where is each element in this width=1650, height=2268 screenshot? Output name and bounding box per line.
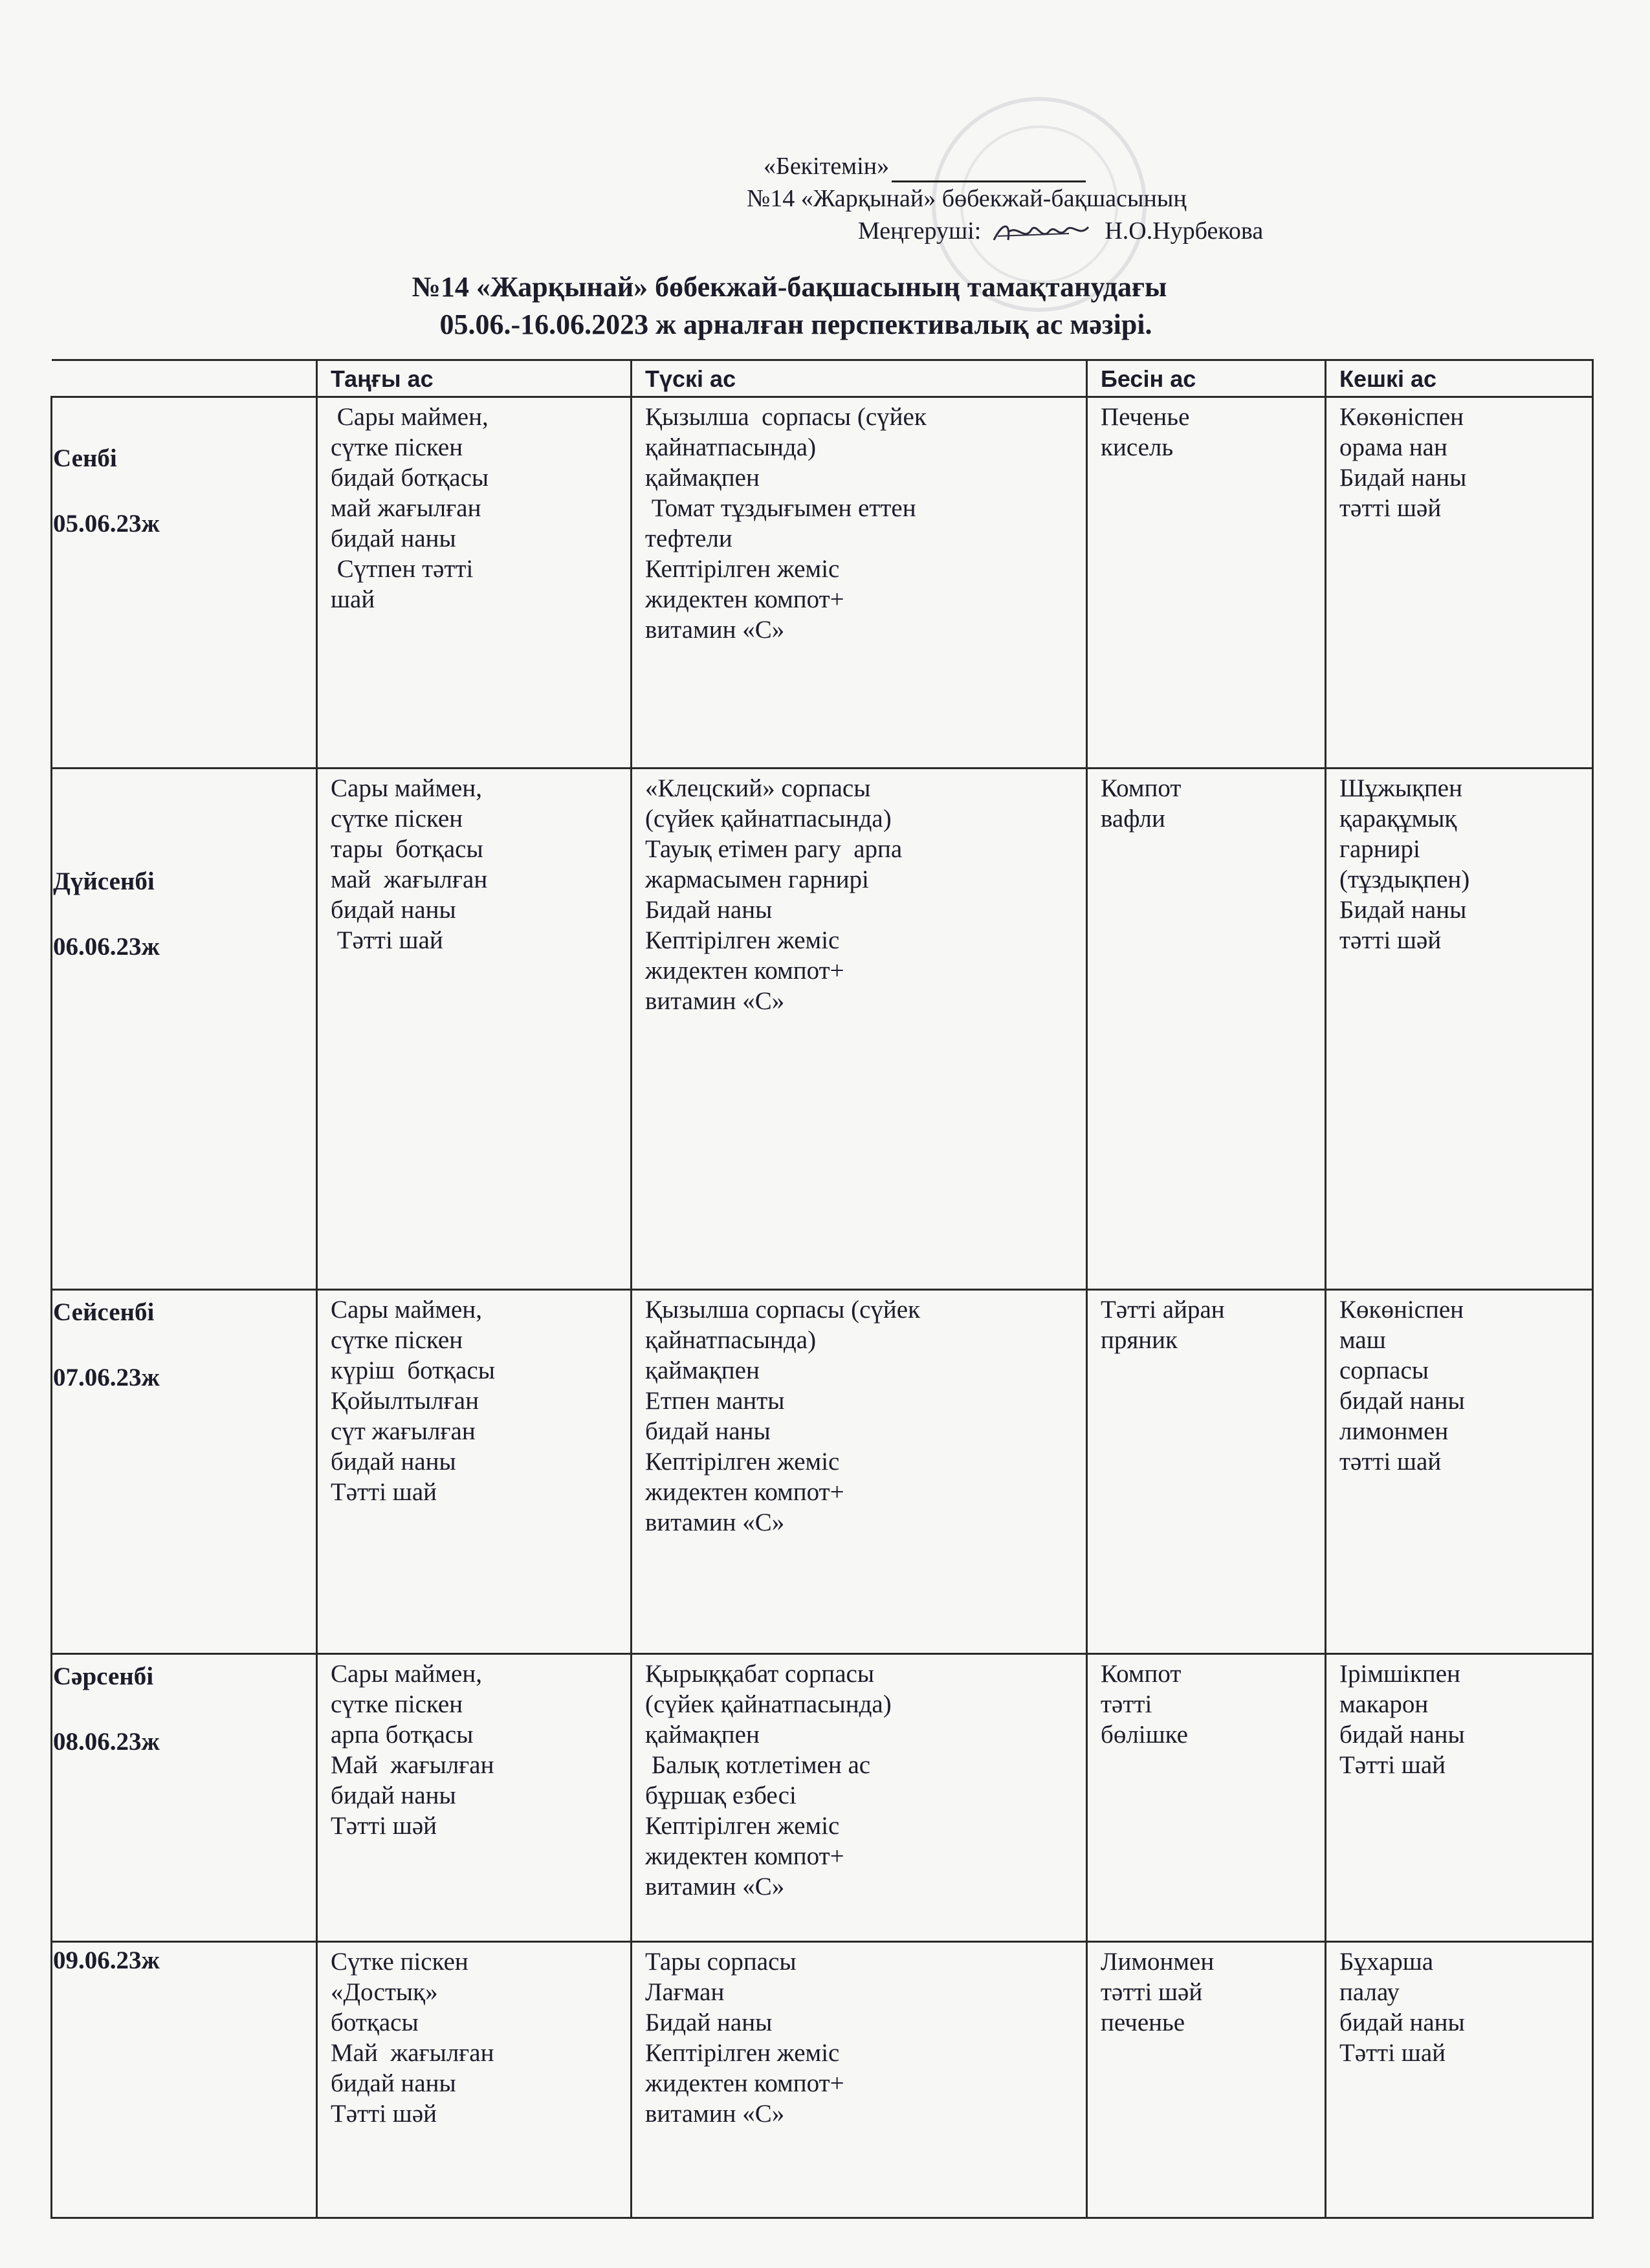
dinner-text: Бұхарша палау бидай наны Тәтті шай [1339, 1948, 1465, 2067]
header-day [52, 360, 317, 397]
day-cell [52, 1654, 317, 1942]
header-dinner: Кешкі ас [1326, 360, 1593, 397]
day-cell [52, 1942, 317, 2218]
lunch-text: Қызылша сорпасы (сүйек қайнатпасында) қаймақпен Етпен манты бидай наны Кептірілген жеміс жидектен компот+ витамин «С» [645, 1296, 921, 1536]
snack-text: Компот тәтті бөлішке [1101, 1660, 1188, 1749]
dinner-cell [1326, 769, 1593, 1290]
day-cell [52, 1290, 317, 1654]
snack-cell [1087, 397, 1326, 769]
approval-line-1 [744, 150, 1391, 182]
day-name: Сәрсенбі [53, 1663, 154, 1690]
day-cell [52, 397, 317, 769]
header-snack: Бесін ас [1087, 360, 1326, 397]
lunch-text: Тары сорпасы Лағман Бидай наны Кептірілген жеміс жидектен компот+ витамин «С» [645, 1948, 844, 2128]
approval-line-3 [744, 215, 1391, 248]
table-header-row [52, 360, 1593, 397]
handwritten-signature [991, 218, 1095, 248]
snack-cell [1087, 1942, 1326, 2218]
approval-label: «Бекітемін» [764, 153, 890, 180]
approval-name: Н.О.Нурбекова [1105, 217, 1264, 245]
menu-table [50, 359, 1594, 2219]
breakfast-text: Сүтке піскен «Достық» ботқасы Май жағылған бидай наны Тәтті шәй [331, 1948, 494, 2128]
dinner-text: Ірімшікпен макарон бидай наны Тәтті шай [1339, 1660, 1465, 1779]
snack-text: Лимонмен тәтті шәй печенье [1101, 1948, 1215, 2036]
breakfast-text: Сары маймен, сүтке піскен бидай ботқасы май жағылған бидай наны Сүтпен тәтті шай [331, 403, 489, 613]
table-row [52, 1942, 1593, 2218]
day-cell [52, 769, 317, 1290]
lunch-text: Қызылша сорпасы (сүйек қайнатпасында) қаймақпен Томат тұздығымен еттен тефтели Кептірілген жеміс жидектен компот+ витамин «С» [645, 403, 927, 644]
approval-underline [892, 158, 1086, 182]
page-title [0, 268, 1618, 343]
approval-org: №14 «Жарқынай» бөбекжай-бақшасының [747, 185, 1187, 212]
breakfast-cell [317, 1942, 632, 2218]
breakfast-text: Сары маймен, сүтке піскен тары ботқасы май жағылған бидай наны Тәтті шай [331, 774, 488, 954]
snack-text: Тәтті айран пряник [1101, 1296, 1225, 1354]
snack-cell [1087, 1654, 1326, 1942]
title-line-1: №14 «Жарқынай» бөбекжай-бақшасының тамақтанудағы [412, 271, 1167, 303]
breakfast-text: Сары маймен, сүтке піскен арпа ботқасы Май жағылған бидай наны Тәтті шәй [331, 1660, 494, 1840]
snack-text: Печенье кисель [1101, 403, 1190, 461]
lunch-text: Қырыққабат сорпасы (сүйек қайнатпасында) қаймақпен Балық котлетімен ас бұршақ езбесі Кептірілген жеміс жидектен компот+ витамин «С» [645, 1660, 892, 1901]
dinner-cell [1326, 397, 1593, 769]
day-date: 05.06.23ж [53, 510, 160, 538]
day-name: Сенбі [53, 444, 117, 472]
lunch-cell [632, 1942, 1087, 2218]
lunch-cell [632, 397, 1087, 769]
day-name: Дүйсенбі [53, 867, 155, 895]
day-date: 06.06.23ж [53, 933, 160, 961]
day-date: 09.06.23ж [53, 1946, 160, 1974]
dinner-cell [1326, 1654, 1593, 1942]
day-date: 07.06.23ж [53, 1364, 160, 1391]
dinner-text: Көкөніспен маш сорпасы бидай наны лимонмен тәтті шай [1339, 1296, 1465, 1476]
approval-block [744, 150, 1391, 248]
snack-cell [1087, 769, 1326, 1290]
lunch-cell [632, 1654, 1087, 1942]
snack-cell [1087, 1290, 1326, 1654]
dinner-text: Шұжықпен қарақұмық гарнирі (тұздықпен) Бидай наны тәтті шәй [1339, 774, 1470, 954]
breakfast-cell [317, 1654, 632, 1942]
title-line-2: 05.06.-16.06.2023 ж арналған перспективалық ас мәзірі. [439, 309, 1152, 340]
lunch-text: «Клецский» сорпасы (сүйек қайнатпасында) Тауық етімен рагу арпа жармасымен гарнирі Бидай наны Кептірілген жеміс жидектен компот+ витамин «С» [645, 774, 903, 1015]
table-row [52, 1290, 1593, 1654]
header-lunch: Түскі ас [632, 360, 1087, 397]
lunch-cell [632, 1290, 1087, 1654]
breakfast-cell [317, 397, 632, 769]
breakfast-cell [317, 1290, 632, 1654]
lunch-cell [632, 769, 1087, 1290]
table-row [52, 1654, 1593, 1942]
day-date: 08.06.23ж [53, 1728, 160, 1756]
day-name: Сейсенбі [53, 1298, 155, 1326]
dinner-cell [1326, 1290, 1593, 1654]
approval-position: Меңгеруші: [858, 217, 982, 245]
dinner-text: Көкөніспен орама нан Бидай наны тәтті шәй [1339, 403, 1467, 522]
breakfast-text: Сары маймен, сүтке піскен күріш ботқасы Қойылтылған сүт жағылған бидай наны Тәтті шай [331, 1296, 495, 1506]
breakfast-cell [317, 769, 632, 1290]
dinner-cell [1326, 1942, 1593, 2218]
snack-text: Компот вафли [1101, 774, 1182, 833]
table-row [52, 397, 1593, 769]
header-breakfast: Таңғы ас [317, 360, 632, 397]
table-row [52, 769, 1593, 1290]
